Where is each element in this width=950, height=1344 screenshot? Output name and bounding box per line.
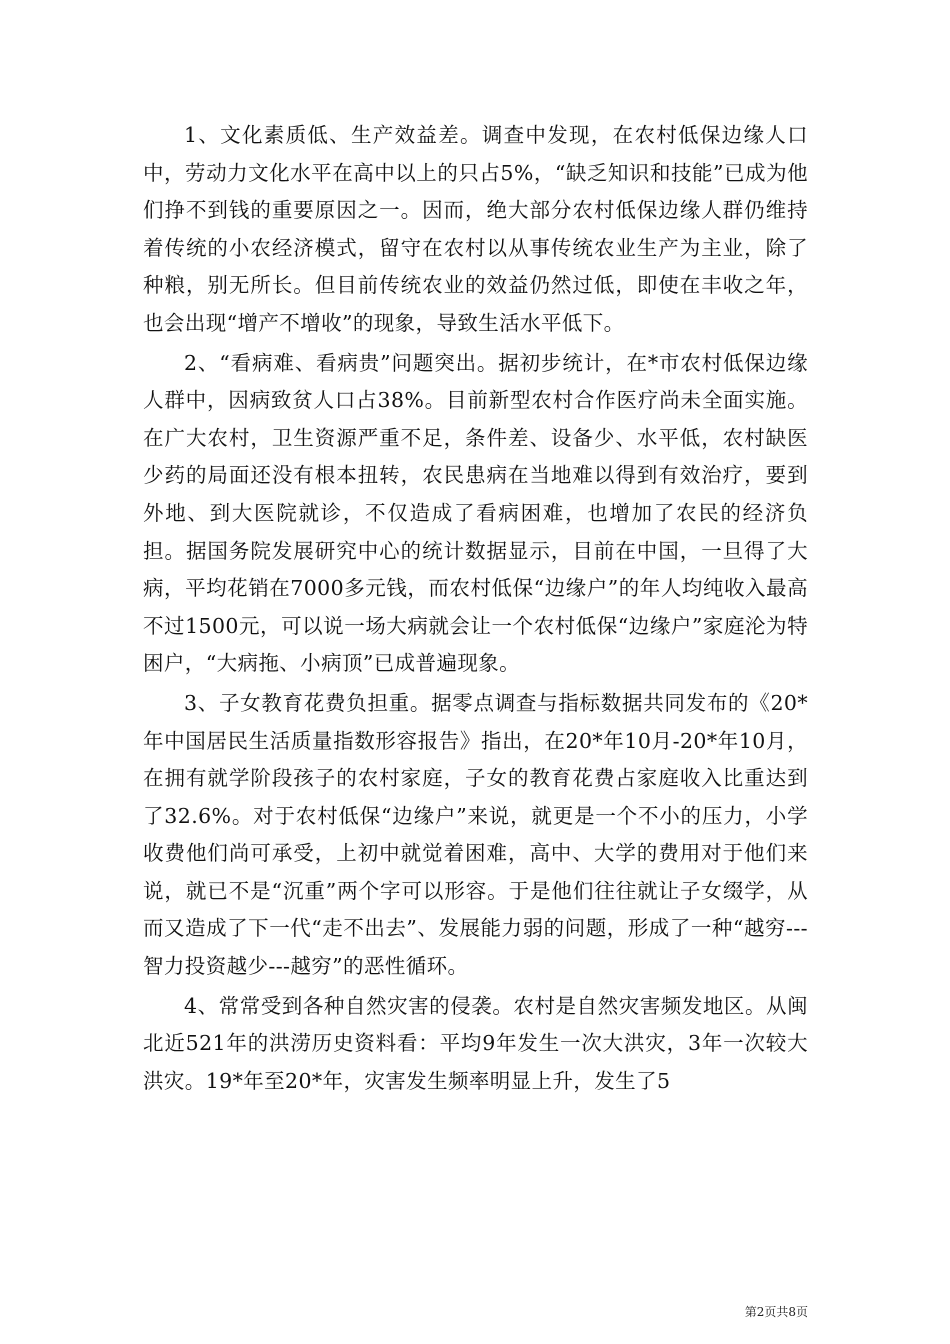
document-body <box>143 117 808 1102</box>
paragraph-3: 3、子女教育花费负担重。据零点调查与指标数据共同发布的《20*年中国居民生活质量指数形容报告》指出，在20*年10月-20*年10月，在拥有就学阶段孩子的农村家庭，子女的教育花费占家庭收入比重达到了32.6%。对于农村低保“边缘户”来说，就更是一个不小的压力，小学收费他们尚可承受，上初中就觉着困难，高中、大学的费用对于他们来说，就已不是“沉重”两个字可以形容。于是他们往往就让子女缀学，从而又造成了下一代“走不出去”、发展能力弱的问题，形成了一种“越穷---智力投资越少---越穷”的恶性循环。 <box>143 690 808 979</box>
page-number-footer: 第2页共8页 <box>744 1305 808 1319</box>
paragraph-2: 2、“看病难、看病贵”问题突出。据初步统计，在*市农村低保边缘人群中，因病致贫人口占38%。目前新型农村合作医疗尚未全面实施。在广大农村，卫生资源严重不足，条件差、设备少、水平低，农村缺医少药的局面还没有根本扭转，农民患病在当地难以得到有效治疗，要到外地、到大医院就诊，不仅造成了看病困难，也增加了农民的经济负担。据国务院发展研究中心的统计数据显示，目前在中国，一旦得了大病，平均花销在7000多元钱，而农村低保“边缘户”的年人均纯收入最高不过1500元，可以说一场大病就会让一个农村低保“边缘户”家庭沦为特困户，“大病拖、小病顶”已成普遍现象。 <box>143 350 808 676</box>
paragraph-4: 4、常常受到各种自然灾害的侵袭。农村是自然灾害频发地区。从闽北近521年的洪涝历史资料看：平均9年发生一次大洪灾，3年一次较大洪灾。19*年至20*年，灾害发生频率明显上升，发生了5 <box>143 993 808 1093</box>
paragraph-1: 1、文化素质低、生产效益差。调查中发现，在农村低保边缘人口中，劳动力文化水平在高中以上的只占5%，“缺乏知识和技能”已成为他们挣不到钱的重要原因之一。因而，绝大部分农村低保边缘人群仍维持着传统的小农经济模式，留守在农村以从事传统农业生产为主业，除了种粮，别无所长。但目前传统农业的效益仍然过低，即使在丰收之年，也会出现“增产不增收”的现象，导致生活水平低下。 <box>143 123 808 335</box>
